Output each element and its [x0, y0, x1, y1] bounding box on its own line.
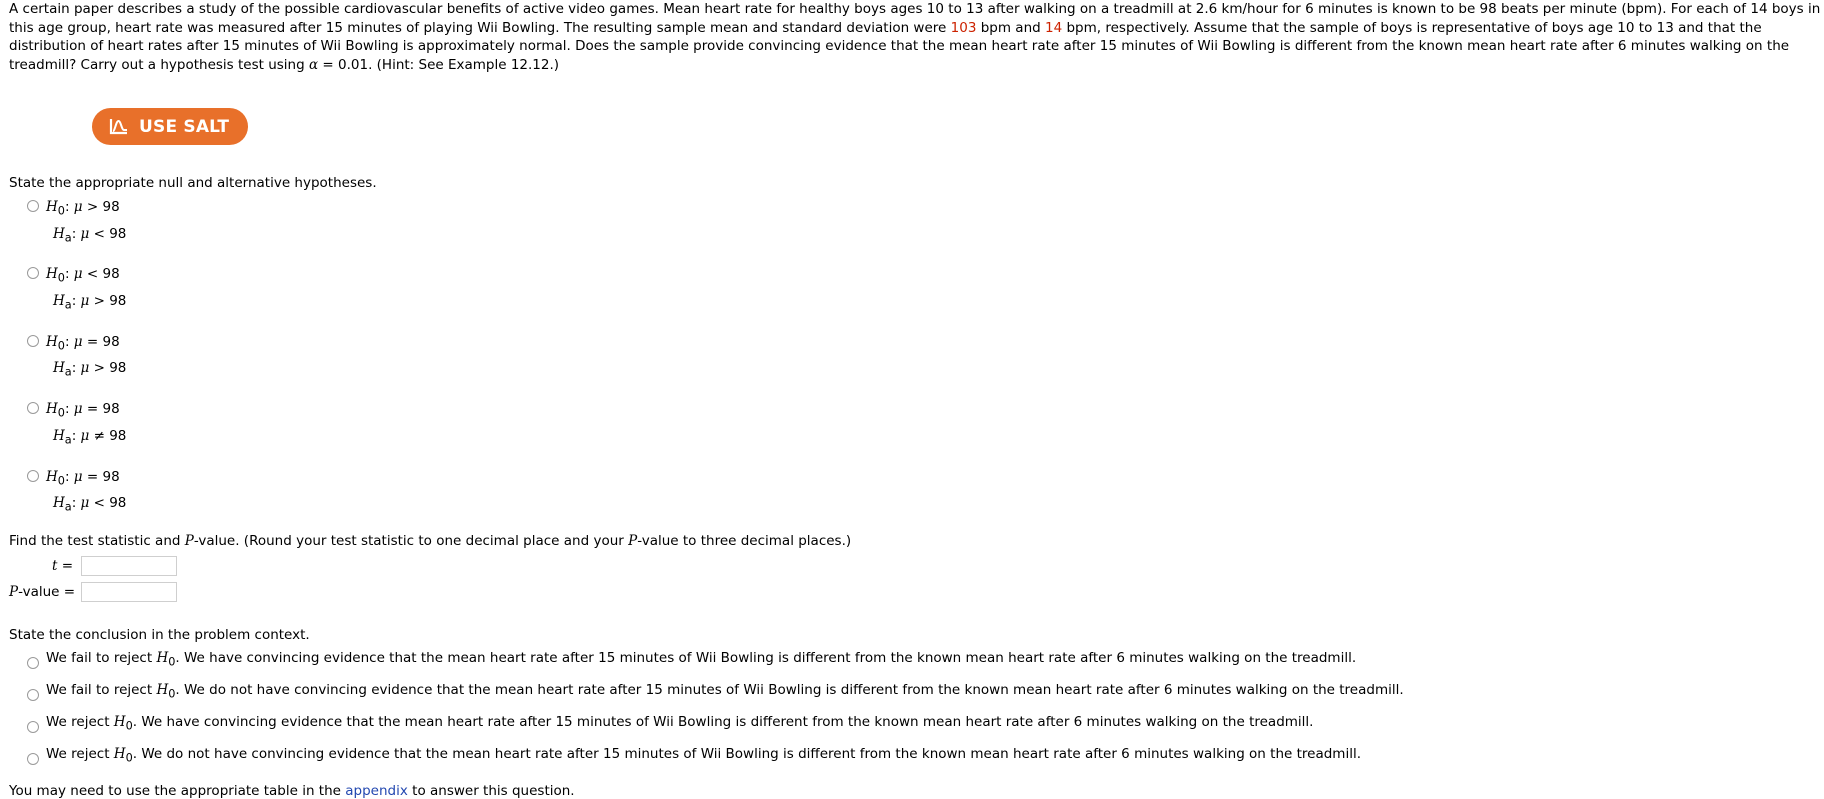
- hypotheses-options: [27, 196, 1824, 519]
- use-salt-label: USE SALT: [139, 116, 230, 137]
- radio-button[interactable]: [27, 267, 39, 279]
- radio-button[interactable]: [27, 402, 39, 414]
- test-answer-fields: [9, 553, 1824, 605]
- alpha-symbol: α: [308, 56, 319, 73]
- appendix-link[interactable]: appendix: [345, 782, 408, 799]
- conclusion-option[interactable]: We reject $H_0$. We have convincing evidence that the mean heart rate after 15 minutes of Wii Bowling is different from the known mean heart rate after 6 minutes walking on the treadmill.: [27, 714, 1824, 746]
- sample-sd: 14: [1045, 19, 1063, 36]
- radio-button[interactable]: [27, 335, 39, 347]
- hypothesis-option[interactable]: $H_0$: μ = 98 $H_a$: μ ≠ 98: [27, 398, 1824, 451]
- sample-mean: 103: [950, 19, 977, 36]
- test-statistic-prompt: Find the test statistic and P-value. (Round your test statistic to one decimal place and your P-value to three decimal places.): [9, 532, 852, 549]
- radio-button[interactable]: [27, 753, 39, 765]
- p-value-row: [9, 579, 1824, 605]
- p-value-label: P-value =: [9, 583, 76, 600]
- radio-button[interactable]: [27, 689, 39, 701]
- hypothesis-option[interactable]: $H_0$: μ = 98 $H_a$: μ < 98: [27, 466, 1824, 519]
- radio-button[interactable]: [27, 470, 39, 482]
- radio-button[interactable]: [27, 200, 39, 212]
- hypothesis-option[interactable]: $H_0$: μ = 98 $H_a$: μ > 98: [27, 331, 1824, 384]
- conclusion-option[interactable]: We fail to reject $H_0$. We have convincing evidence that the mean heart rate after 15 minutes of Wii Bowling is different from the known mean heart rate after 6 minutes walking on the treadmill.: [27, 650, 1824, 682]
- radio-button[interactable]: [27, 657, 39, 669]
- hypotheses-prompt: State the appropriate null and alternative hypotheses.: [9, 175, 377, 191]
- conclusion-option[interactable]: We fail to reject $H_0$. We do not have convincing evidence that the mean heart rate after 15 minutes of Wii Bowling is different from the known mean heart rate after 6 minutes walking on the treadmill.: [27, 682, 1824, 714]
- t-statistic-row: [9, 553, 1824, 579]
- hypothesis-option[interactable]: $H_0$: μ > 98 $H_a$: μ < 98: [27, 196, 1824, 249]
- conclusion-options: [27, 650, 1824, 778]
- p-value-input[interactable]: [81, 582, 177, 602]
- footer-note: You may need to use the appropriate table in the appendix to answer this question.: [9, 782, 575, 799]
- conclusion-option[interactable]: We reject $H_0$. We do not have convincing evidence that the mean heart rate after 15 minutes of Wii Bowling is different from the known mean heart rate after 6 minutes walking on the treadmill.: [27, 746, 1824, 778]
- use-salt-button[interactable]: [92, 108, 248, 145]
- problem-statement: A certain paper describes a study of the possible cardiovascular benefits of active video games. Mean heart rate for healthy boys ages 10 to 13 after walking on a treadmill at 2.6 km/hour for 6 minutes is known to be 98 beats per minute (bpm). For each of 14 boys in this age group, heart rate was measured after 15 minutes of playing Wii Bowling. The resulting sample mean and standard deviation were 103 bpm and 14 bpm, respectively. Assume that the sample of boys is representative of boys age 10 to 13 and that the distribution of heart rates after 15 minutes of Wii Bowling is approximately normal. Does the sample provide convincing evidence that the mean heart rate after 15 minutes of Wii Bowling is different from the known mean heart rate after 6 minutes walking on the treadmill? Carry out a hypothesis test using α = 0.01. (Hint: See Example 12.12.): [9, 1, 1821, 73]
- salt-graph-icon: [109, 118, 129, 135]
- t-statistic-label: t =: [51, 557, 73, 574]
- conclusion-prompt: State the conclusion in the problem context.: [9, 626, 310, 643]
- t-statistic-input[interactable]: [81, 556, 177, 576]
- hypothesis-option[interactable]: $H_0$: μ < 98 $H_a$: μ > 98: [27, 263, 1824, 316]
- radio-button[interactable]: [27, 721, 39, 733]
